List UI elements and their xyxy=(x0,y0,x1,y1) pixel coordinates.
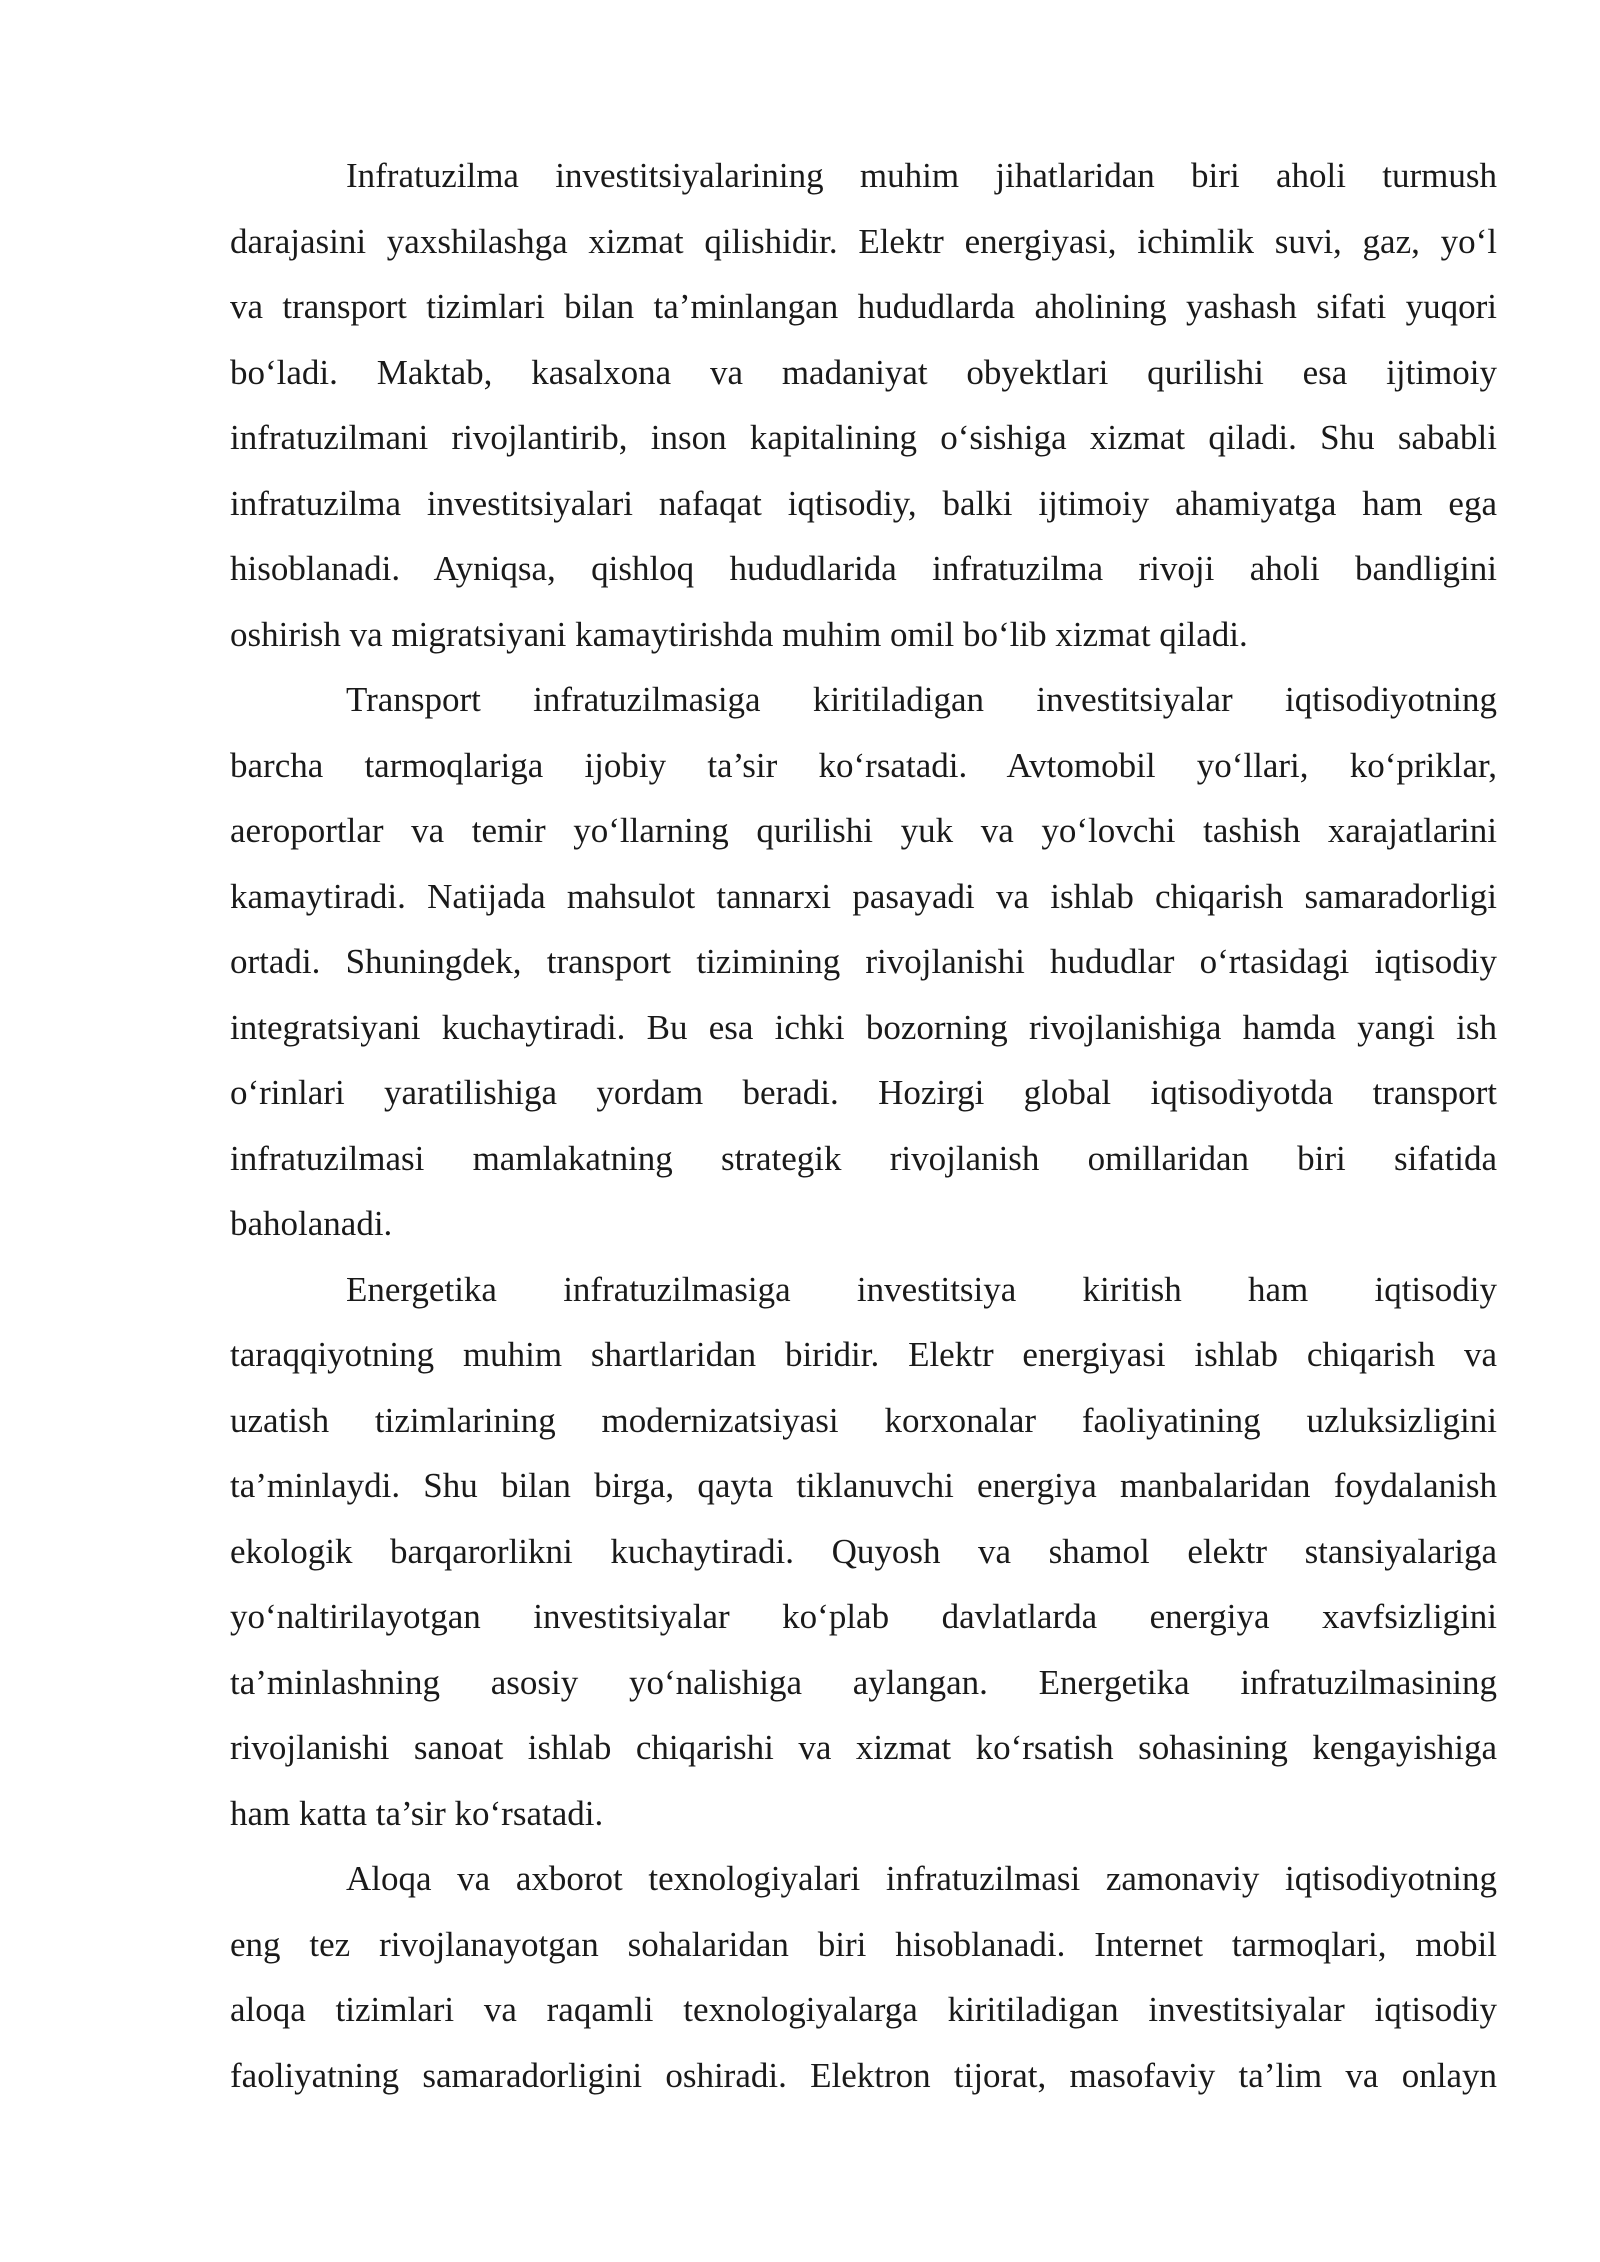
text-line: Energetika infratuzilmasiga investitsiya kiritish ham iqtisodiy xyxy=(346,1269,1497,1309)
text-line: infratuzilmasi mamlakatning strategik rivojlanish omillaridan biri sifatida xyxy=(230,1138,1497,1178)
paragraph-ict-infrastructure xyxy=(230,1854,1497,2116)
text-line: oshirish va migratsiyani kamaytirishda muhim omil bo‘lib xizmat qiladi. xyxy=(230,614,1248,654)
text-line: ekologik barqarorlikni kuchaytiradi. Quyosh va shamol elektr stansiyalariga xyxy=(230,1531,1497,1571)
text-line: va transport tizimlari bilan ta’minlangan hududlarda aholining yashash sifati yuqori xyxy=(230,287,1497,326)
text-line: infratuzilma investitsiyalari nafaqat iqtisodiy, balki ijtimoiy ahamiyatga ham ega xyxy=(230,483,1497,523)
text-line: ortadi. Shuningdek, transport tizimining rivojlanishi hududlar o‘rtasidagi iqtisodiy xyxy=(230,942,1497,981)
text-line: ta’minlaydi. Shu bilan birga, qayta tiklanuvchi energiya manbalaridan foydalanish xyxy=(230,1466,1497,1505)
text-line: rivojlanishi sanoat ishlab chiqarishi va xizmat ko‘rsatish sohasining kengayishiga xyxy=(230,1728,1497,1767)
text-line: integratsiyani kuchaytiradi. Bu esa ichki bozorning rivojlanishiga hamda yangi ish xyxy=(230,1007,1497,1047)
text-line: yo‘naltirilayotgan investitsiyalar ko‘plab davlatlarda energiya xavfsizligini xyxy=(230,1597,1497,1636)
text-line: uzatish tizimlarining modernizatsiyasi korxonalar faoliyatining uzluksizligini xyxy=(230,1400,1497,1440)
text-line: Infratuzilma investitsiyalarining muhim jihatlaridan biri aholi turmush xyxy=(346,156,1497,195)
text-line: hisoblanadi. Ayniqsa, qishloq hududlarida infratuzilma rivoji aholi bandligini xyxy=(230,549,1497,588)
text-line: o‘rinlari yaratilishiga yordam beradi. Hozirgi global iqtisodiyotda transport xyxy=(230,1073,1497,1112)
text-line: ta’minlashning asosiy yo‘nalishiga aylangan. Energetika infratuzilmasining xyxy=(230,1662,1497,1702)
text-line: Aloqa va axborot texnologiyalari infratuzilmasi zamonaviy iqtisodiyotning xyxy=(346,1859,1497,1898)
text-line: kamaytiradi. Natijada mahsulot tannarxi pasayadi va ishlab chiqarish samaradorligi xyxy=(230,876,1497,916)
body-text xyxy=(230,151,1497,2116)
text-line: eng tez rivojlanayotgan sohalaridan biri hisoblanadi. Internet tarmoqlari, mobil xyxy=(230,1924,1497,1964)
paragraph-transport-infrastructure xyxy=(230,675,1497,1265)
paragraph-energy-infrastructure xyxy=(230,1265,1497,1855)
text-line: bo‘ladi. Maktab, kasalxona va madaniyat obyektlari qurilishi esa ijtimoiy xyxy=(230,352,1497,392)
text-line: barcha tarmoqlariga ijobiy ta’sir ko‘rsatadi. Avtomobil yo‘llari, ko‘priklar, xyxy=(230,745,1497,785)
text-line: Transport infratuzilmasiga kiritiladigan investitsiyalar iqtisodiyotning xyxy=(346,680,1497,719)
text-line: ham katta ta’sir ko‘rsatadi. xyxy=(230,1793,604,1833)
text-line: faoliyatning samaradorligini oshiradi. Elektron tijorat, masofaviy ta’lim va onlayn xyxy=(230,2055,1497,2095)
text-line: infratuzilmani rivojlantirib, inson kapitalining o‘sishiga xizmat qiladi. Shu sababli xyxy=(230,418,1497,457)
text-line: aeroportlar va temir yo‘llarning qurilishi yuk va yo‘lovchi tashish xarajatlarini xyxy=(230,811,1497,850)
text-line: aloqa tizimlari va raqamli texnologiyalarga kiritiladigan investitsiyalar iqtisodiy xyxy=(230,1990,1497,2029)
text-line: baholanadi. xyxy=(230,1204,393,1243)
text-line: darajasini yaxshilashga xizmat qilishidir. Elektr energiyasi, ichimlik suvi, gaz, yo‘l xyxy=(230,221,1497,261)
paragraph-infrastructure-living-standards xyxy=(230,151,1497,675)
text-line: taraqqiyotning muhim shartlaridan biridir. Elektr energiyasi ishlab chiqarish va xyxy=(230,1335,1497,1374)
